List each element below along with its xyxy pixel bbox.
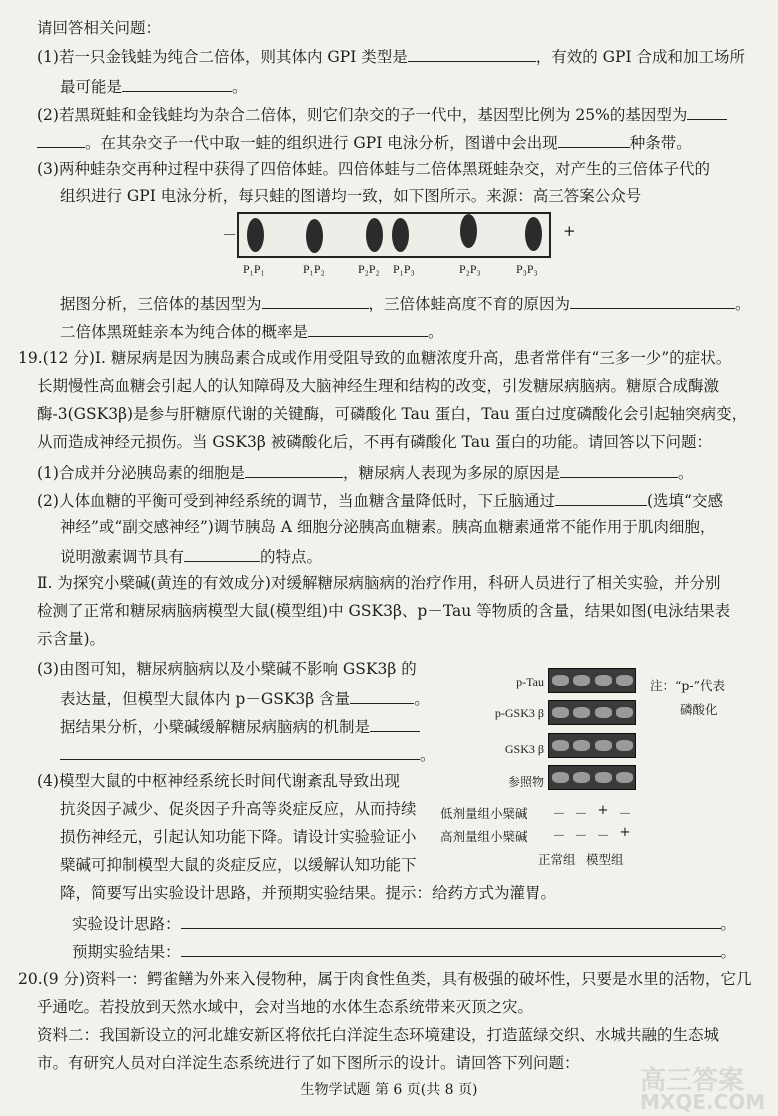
q19-3-line4: 。: [60, 743, 436, 765]
blot-band: [573, 707, 590, 718]
q19-4-line5: 降，简要写出实验设计思路，并预期实验结果。提示：给药方式为灌胃。: [60, 884, 557, 902]
gel-band: [306, 219, 323, 253]
answer-blank[interactable]: [370, 715, 420, 732]
q19-3-line2: 表达量，但模型大鼠体内 p－GSK3β 含量 。: [60, 687, 430, 709]
page-footer: 生物学试题 第 6 页(共 8 页): [300, 1082, 478, 1098]
blot-band: [616, 772, 633, 783]
q18-3-line4: 二倍体黑斑蛙亲本为纯合体的概率是 。: [60, 320, 444, 342]
answer-blank[interactable]: [555, 489, 647, 506]
q20-line2: 乎通吃。若投放到天然水域中，会对当地的水体生态系统带来灭顶之灾。: [37, 998, 534, 1016]
low-dose-label: 低剂量组小檗碱: [440, 806, 528, 821]
blot-band: [552, 772, 569, 783]
q19-4-design-line: 实验设计思路： 。: [72, 912, 736, 934]
watermark-logo: 高三答案: [640, 1066, 745, 1096]
q18-2-line: (2)若黑斑蛙和金钱蛙均为杂合二倍体，则它们杂交的子一代中，基因型比例为 25%的基因型为: [37, 103, 727, 125]
blot-note: 磷酸化: [680, 702, 718, 717]
gel-band: [247, 218, 264, 252]
gel-lane-label: P₁P₃: [393, 262, 415, 276]
gel-lane-label: P₂P₃: [459, 262, 481, 276]
blot-band: [616, 675, 633, 686]
q19-line2: 长期慢性高血糖会引起人的认知障碍及大脑神经生理和结构的改变，引发糖尿病脑病。糖原合成酶激: [37, 377, 720, 395]
q20-line1: 20.(9 分)资料一：鳄雀鳝为外来入侵物种，属于肉食性鱼类，具有极强的破坏性，只要是水里的活物，它几: [18, 970, 752, 988]
gel-band: [392, 218, 409, 252]
answer-blank[interactable]: [184, 545, 260, 562]
answer-blank[interactable]: [560, 461, 678, 478]
q19-4-line2: 抗炎因子减少、促炎因子升高等炎症反应，从而持续: [60, 800, 417, 818]
q19-3-line: (3)由图可知，糖尿病脑病以及小檗碱不影响 GSK3β 的: [37, 660, 417, 678]
blot-band: [552, 707, 569, 718]
q19-4-line3: 损伤神经元，引起认知功能下降。请设计实验验证小: [60, 828, 417, 846]
blot-row-label: GSK3 β: [504, 742, 544, 756]
q18-3-line: (3)两种蛙杂交再种过程中获得了四倍体蛙。四倍体蛙与二倍体黑斑蛙杂交，对产生的三倍体子代的: [37, 160, 710, 178]
q19-3-line3: 据结果分析，小檗碱缓解糖尿病脑病的机制是: [60, 715, 420, 737]
blot-band: [573, 675, 590, 686]
answer-blank[interactable]: [408, 45, 536, 62]
model-group-label: 模型组: [586, 852, 624, 867]
exam-page: 请回答相关问题： (1)若一只金钱蛙为纯合二倍体，则其体内 GPI 类型是 ，有效的 GPI 合成和加工场所 最可能是 。 (2)若黑斑蛙和金钱蛙均为杂合二倍体，则它们杂交的子一代中，基因型比例为 25%的基因型为 。在其杂交子一代中取一蛙的组织进行 GPI 电泳分析，图谱中会出现 种条带。 (3)两种蛙杂交再种过程中获得了四倍体蛙。四倍体蛙与二倍体黑斑蛙杂交，对产生的三倍体子代的 组织进行 GPI 电泳分析，每只蛙的图谱均一致，如下图所示。来源：高三答案公众号 － + P₁P₁ P₁P₂ P₂P₂ P₁P₃ P₂P₃ P₃P₃ 据图分析，三倍体的基因型为 ，三倍体蛙高度不育的原因为 。 二倍体黑斑蛙亲本为纯合体的概率是 。 19.(12 分)Ⅰ. 糖尿病是因为胰岛素合成或作用受阻导致的血糖浓度升高，患者常伴有“三多一少”的症状。 长期慢性高血糖会引起人的认知障碍及大脑神经生理和结构的改变，引发糖尿病脑病。糖原合成酶激 酶-3(GSK3β)是参与肝糖原代谢的关键酶，可磷酸化 Tau 蛋白，Tau 蛋白过度磷酸化会引起轴突病变， 从而造成神经元损伤。当 GSK3β 被磷酸化后，不再有磷酸化 Tau 蛋白的功能。请回答以下问题： (1)合成并分泌胰岛素的细胞是 ，糖尿病人表现为多尿的原因是 。 (2)人体血糖的平衡可受到神经系统的调节，当血糖含量降低时，下丘脑通过 (选填“交感 神经”或“副交感神经”)调节胰岛 A 细胞分泌胰高血糖素。胰高血糖素通常不能作用于肌肉细胞， 说明激素调节具有 的特点。 Ⅱ. 为探究小檗碱(黄连的有效成分)对缓解糖尿病脑病的治疗作用，科研人员进行了相关实验，并分别 检测了正常和糖尿病脑病模型大鼠(模型组)中 GSK3β、p－Tau 等物质的含量，结果如图(电泳结果表 示含量)。 (3)由图可知，糖尿病脑病以及小檗碱不影响 GSK3β 的 表达量，但模型大鼠体内 p－GSK3β 含量 。 据结果分析，小檗碱缓解糖尿病脑病的机制是 。 (4)模型大鼠的中枢神经系统长时间代谢紊乱导致出现 抗炎因子减少、促炎因子升高等炎症反应，从而持续 损伤神经元，引起认知功能下降。请设计实验验证小 檗碱可抑制模型大鼠的炎症反应，以缓解认知功能下 降，简要写出实验设计思路，并预期实验结果。提示：给药方式为灌胃。 实验设计思路： 。 预期实验结果： 。 p-Tau p-GSK3 β GSK3 β 参照物 注：“p-”代表 磷酸化 低剂量组小檗碱 － － + － 高剂量组小檗碱 － － － + 正常组 模型组 20.(9 分)资料一：鳄雀鳝为外来入侵物种，属于肉食性鱼类，具有极强的破坏性，只要是水里的活物，它几 乎通吃。若投放到天然水域中，会对当地的水体生态系统带来灭顶之灾。 资料二：我国新设立的河北雄安新区将依托白洋淀生态环境建设，打造蓝绿交织、水城共融的生态城 市。有研究人员对白洋淀生态系统进行了如下图所示的设计。请回答下列问题： 生物学试题 第 6 页(共 8 页) 高三答案 MXQE.COM: [0, 0, 778, 1116]
q19-4-result-line: 预期实验结果： 。: [72, 940, 736, 962]
answer-blank[interactable]: [308, 320, 428, 337]
blot-band-row: [548, 733, 636, 758]
q19-line4: 从而造成神经元损伤。当 GSK3β 被磷酸化后，不再有磷酸化 Tau 蛋白的功能。请回答以下问题：: [37, 433, 712, 451]
q19-part2-line2: 检测了正常和糖尿病脑病模型大鼠(模型组)中 GSK3β、p－Tau 等物质的含量，结果如图(电泳结果表: [37, 602, 731, 620]
blot-band: [552, 740, 569, 751]
gel-lane-label: P₂P₂: [358, 262, 380, 276]
q19-2-line: (2)人体血糖的平衡可受到神经系统的调节，当血糖含量降低时，下丘脑通过 (选填“交感: [37, 489, 723, 511]
q18-3-line2: 组织进行 GPI 电泳分析，每只蛙的图谱均一致，如下图所示。来源：高三答案公众号: [60, 187, 642, 205]
normal-group-label: 正常组: [538, 852, 576, 867]
q19-part2-line3: 示含量)。: [37, 630, 106, 648]
answer-blank[interactable]: [350, 687, 414, 704]
q18-1-line: (1)若一只金钱蛙为纯合二倍体，则其体内 GPI 类型是 ，有效的 GPI 合成和加工场所: [37, 45, 745, 67]
q19-4-line1: (4)模型大鼠的中枢神经系统长时间代谢紊乱导致出现: [37, 772, 400, 790]
answer-blank[interactable]: [37, 131, 85, 148]
gel-positive-sign: +: [563, 222, 576, 240]
gel-negative-sign: －: [222, 226, 238, 244]
answer-blank[interactable]: [181, 940, 721, 957]
answer-blank[interactable]: [687, 103, 727, 120]
q20-line4: 市。有研究人员对白洋淀生态系统进行了如下图所示的设计。请回答下列问题：: [37, 1054, 580, 1072]
blot-band-row: [548, 765, 636, 790]
q18-3-line3: 据图分析，三倍体的基因型为 ，三倍体蛙高度不育的原因为 。: [60, 292, 751, 314]
gel-lane-label: P₁P₁: [243, 262, 265, 276]
blot-band-row: [548, 700, 636, 725]
q20-line3: 资料二：我国新设立的河北雄安新区将依托白洋淀生态环境建设，打造蓝绿交织、水城共融的生态城: [37, 1026, 720, 1044]
q19-4-line4: 檗碱可抑制模型大鼠的炎症反应，以缓解认知功能下: [60, 856, 417, 874]
intro-line: 请回答相关问题：: [37, 19, 162, 37]
gel-band: [525, 217, 542, 251]
q19-part2-line1: Ⅱ. 为探究小檗碱(黄连的有效成分)对缓解糖尿病脑病的治疗作用，科研人员进行了相关实验，并分别: [37, 574, 721, 592]
gel-lane-label: P₁P₂: [303, 262, 325, 276]
blot-band: [573, 740, 590, 751]
watermark-url: MXQE.COM: [640, 1090, 766, 1114]
gel-lane-label: P₃P₃: [516, 262, 538, 276]
blot-row-label: p-GSK3 β: [494, 706, 544, 720]
blot-band: [595, 772, 612, 783]
q19-2-line3: 说明激素调节具有 的特点。: [60, 545, 322, 567]
answer-blank[interactable]: [262, 292, 369, 309]
q19-line1: 19.(12 分)Ⅰ. 糖尿病是因为胰岛素合成或作用受阻导致的血糖浓度升高，患者常伴有“三多一少”的症状。: [18, 349, 732, 367]
high-dose-label: 高剂量组小檗碱: [440, 829, 528, 844]
blot-band: [616, 740, 633, 751]
q19-1-line: (1)合成并分泌胰岛素的细胞是 ，糖尿病人表现为多尿的原因是 。: [37, 461, 694, 483]
blot-band: [552, 675, 569, 686]
q19-line3: 酶-3(GSK3β)是参与肝糖原代谢的关键酶，可磷酸化 Tau 蛋白，Tau 蛋白过度磷酸化会引起轴突病变，: [37, 405, 748, 423]
q18-2-line2: 。在其杂交子一代中取一蛙的组织进行 GPI 电泳分析，图谱中会出现 种条带。: [37, 131, 692, 153]
blot-row-label: 参照物: [507, 775, 544, 789]
blot-band: [595, 740, 612, 751]
electrophoresis-gel: [237, 212, 551, 258]
blot-note: 注：“p-”代表: [650, 678, 726, 693]
blot-band: [573, 772, 590, 783]
answer-blank[interactable]: [570, 292, 735, 309]
blot-band-row: [548, 668, 636, 693]
q19-2-line2: 神经”或“副交感神经”)调节胰岛 A 细胞分泌胰高血糖素。胰高血糖素通常不能作用于肌肉细胞，: [60, 518, 716, 536]
gel-band: [460, 214, 477, 248]
blot-row-label: p-Tau: [516, 675, 544, 689]
answer-blank[interactable]: [60, 743, 420, 760]
blot-band: [595, 675, 612, 686]
gel-band: [366, 218, 383, 252]
blot-band: [616, 707, 633, 718]
answer-blank[interactable]: [181, 912, 721, 929]
answer-blank[interactable]: [245, 461, 343, 478]
blot-band: [595, 707, 612, 718]
q18-1-line2: 最可能是 。: [60, 75, 248, 97]
answer-blank[interactable]: [558, 131, 630, 148]
answer-blank[interactable]: [122, 75, 232, 92]
